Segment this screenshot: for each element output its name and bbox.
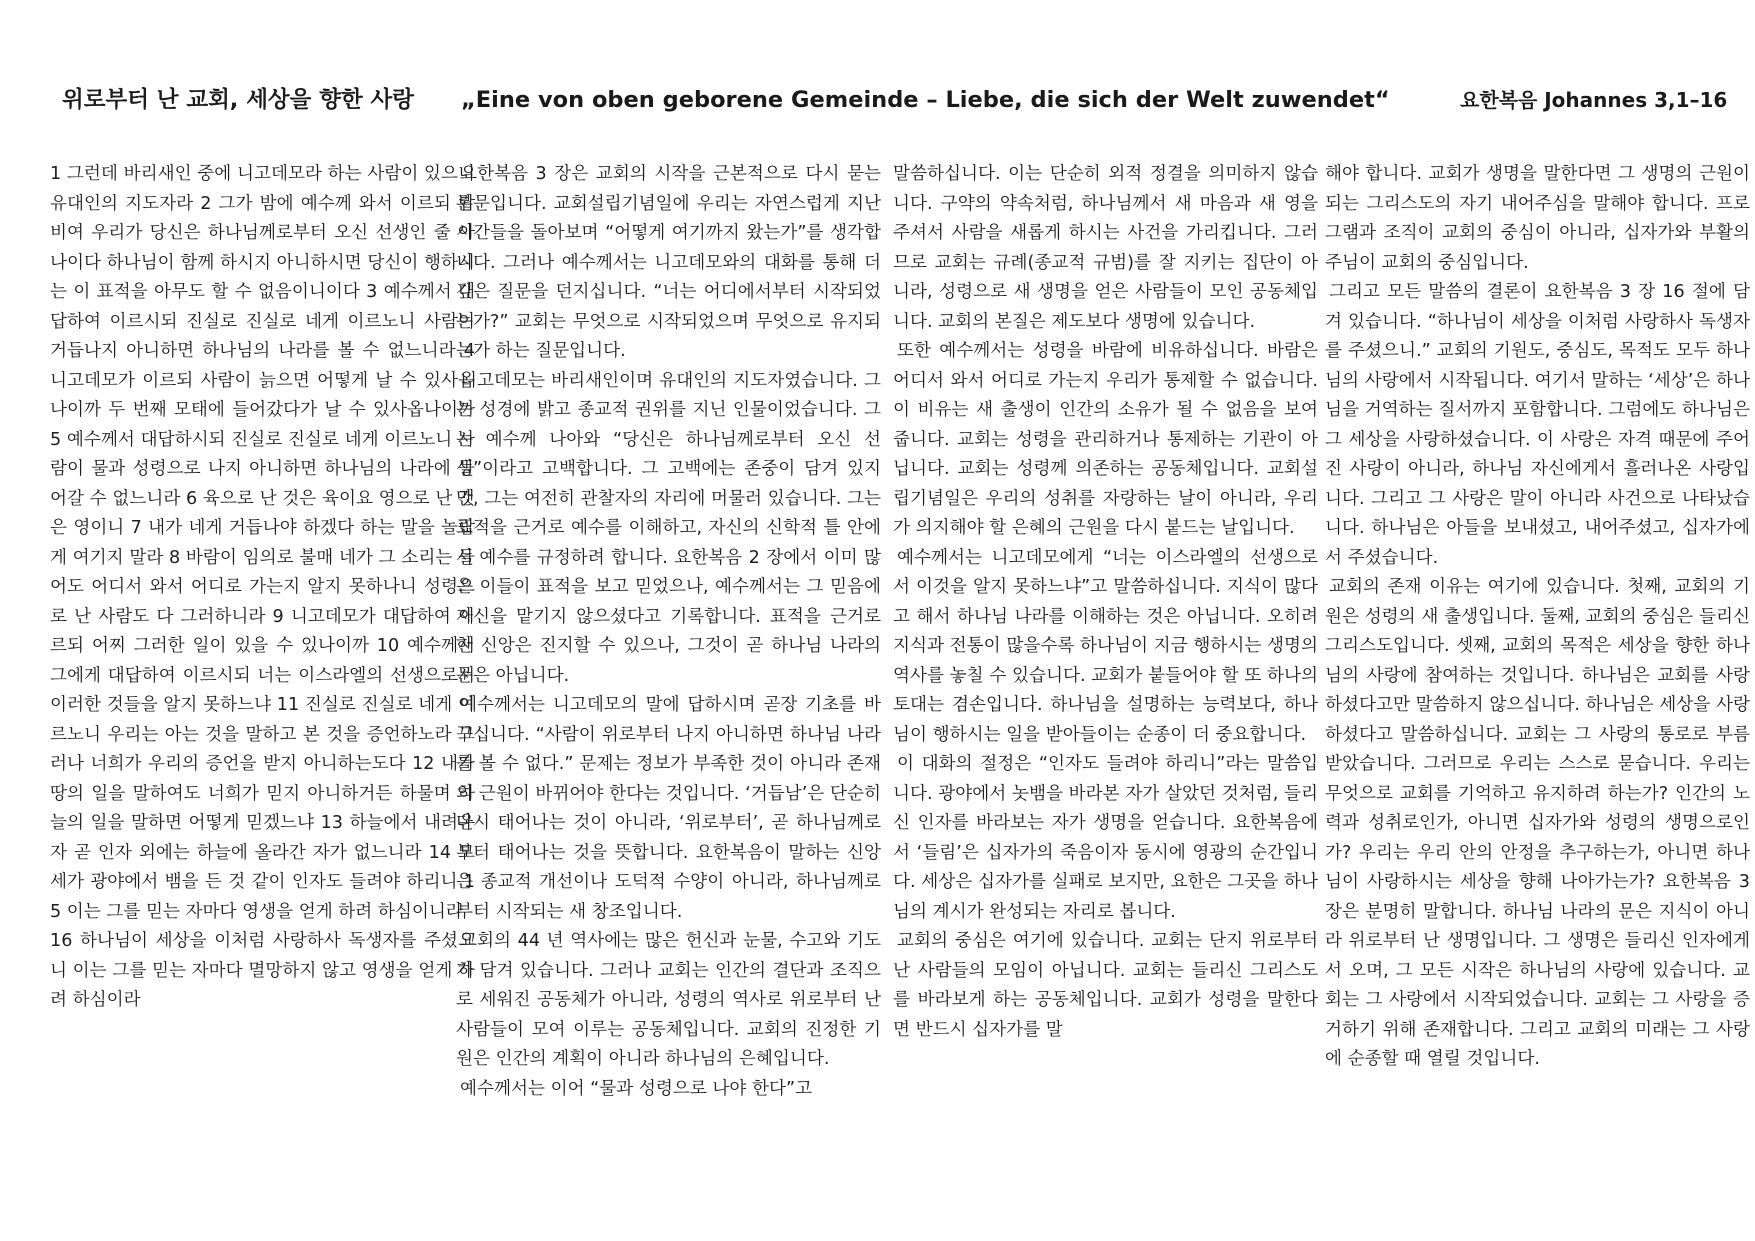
scripture-reference: 요한복음 Johannes 3,1–16 xyxy=(1460,88,1728,112)
paragraph: 교회의 중심은 여기에 있습니다. 교회는 단지 위로부터 난 사람들의 모임이 아닙니다. 교회는 들리신 그리스도를 바라보게 하는 공동체입니다. 교회가 성령을 말한다면 반드시 십자가를 말 xyxy=(893,931,1318,1040)
paragraph: 이 대화의 절정은 “인자도 들려야 하리니”라는 말씀입니다. 광야에서 놋뱀을 바라본 자가 살았던 것처럼, 들리신 인자를 바라보는 자가 생명을 얻습니다. 요한복음에서 ‘들림’은 십자가의 죽음이자 동시에 영광의 순간입니다. 세상은 십자가를 실패로 보지만, 요한은 그곳을 하나님의 계시가 완성되는 자리로 봅니다. xyxy=(893,754,1318,922)
paragraph: 교회의 존재 이유는 여기에 있습니다. 첫째, 교회의 기원은 성령의 새 출생입니다. 둘째, 교회의 중심은 들리신 그리스도입니다. 셋째, 교회의 목적은 세상을 향한 하나님의 사랑에 참여하는 것입니다. 하나님은 교회를 사랑하셨다고만 말씀하지 않으십니다. 하나님은 세상을 사랑하셨다고 말씀하십니다. 교회는 그 사랑의 통로로 부름받았습니다. 그러므로 우리는 스스로 묻습니다. 우리는 무엇으로 교회를 기억하고 유지하려 하는가? 인간의 노력과 성취로인가, 아니면 십자가와 성령의 생명으로인가? 우리는 우리 안의 안정을 추구하는가, 아니면 하나님이 사랑하시는 세상을 향해 나아가는가? 요한복음 3 장은 분명히 말합니다. 하나님 나라의 문은 지식이 아니라 위로부터 난 생명입니다. 그 생명은 들리신 인자에게서 오며, 그 모든 시작은 하나님의 사랑에 있습니다. 교회는 그 사랑에서 시작되었습니다. 교회는 그 사랑을 증거하기 위해 존재합니다. 그리고 교회의 미래는 그 사랑에 순종할 때 열릴 것입니다. xyxy=(1325,577,1750,1069)
paragraph: 요한복음 3 장은 교회의 시작을 근본적으로 다시 묻는 본문입니다. 교회설립기념일에 우리는 자연스럽게 지난 시간들을 돌아보며 “어떻게 여기까지 왔는가”를 생각합니다. 그러나 예수께서는 니고데모와의 대화를 통해 더 깊은 질문을 던지십니다. “너는 어디에서부터 시작되었는가?” 교회는 무엇으로 시작되었으며 무엇으로 유지되는가 하는 질문입니다. xyxy=(456,164,881,361)
title-korean: 위로부터 난 교회, 세상을 향한 사랑 xyxy=(62,87,415,113)
title-german: „Eine von oben geborene Gemeinde – Liebe, die sich der Welt zuwendet“ xyxy=(461,87,1390,113)
paragraph: 해야 합니다. 교회가 생명을 말한다면 그 생명의 근원이 되는 그리스도의 자기 내어주심을 말해야 합니다. 프로그램과 조직이 교회의 중심이 아니라, 십자가와 부활의 주님이 교회의 중심입니다. xyxy=(1325,164,1750,273)
paragraph: 1 그런데 바리새인 중에 니고데모라 하는 사람이 있으니 유대인의 지도자라 2 그가 밤에 예수께 와서 이르되 랍비여 우리가 당신은 하나님께로부터 오신 선생인 줄 아나이다 하나님이 함께 하시지 아니하시면 당신이 행하시는 이 표적을 아무도 할 수 없음이니이다 3 예수께서 대답하여 이르시되 진실로 진실로 네게 이르노니 사람이 거듭나지 아니하면 하나님의 나라를 볼 수 없느니라 4 니고데모가 이르되 사람이 늙으면 어떻게 날 수 있사옵나이까 두 번째 모태에 들어갔다가 날 수 있사옵나이까 5 예수께서 대답하시되 진실로 진실로 네게 이르노니 사람이 물과 성령으로 나지 아니하면 하나님의 나라에 들어갈 수 없느니라 6 육으로 난 것은 육이요 영으로 난 것은 영이니 7 내가 네게 거듭나야 하겠다 하는 말을 놀랍게 여기지 말라 8 바람이 임의로 불매 네가 그 소리는 들어도 어디서 와서 어디로 가는지 알지 못하나니 성령으로 난 사람도 다 그러하니라 9 니고데모가 대답하여 이르되 어찌 그러한 일이 있을 수 있나이까 10 예수께서 그에게 대답하여 이르시되 너는 이스라엘의 선생으로서 이러한 것들을 알지 못하느냐 11 진실로 진실로 네게 이르노니 우리는 아는 것을 말하고 본 것을 증언하노라 그러나 너희가 우리의 증언을 받지 아니하는도다 12 내가 땅의 일을 말하여도 너희가 믿지 아니하거든 하물며 하늘의 일을 말하면 어떻게 믿겠느냐 13 하늘에서 내려온 자 곧 인자 외에는 하늘에 올라간 자가 없느니라 14 모세가 광야에서 뱀을 든 것 같이 인자도 들려야 하리니 15 이는 그를 믿는 자마다 영생을 얻게 하려 하심이니라 xyxy=(50,164,475,922)
paragraph: 예수께서는 니고데모의 말에 답하시며 곧장 기초를 바꾸십니다. “사람이 위로부터 나지 아니하면 하나님 나라를 볼 수 없다.” 문제는 정보가 부족한 것이 아니라 존재의 근원이 바뀌어야 한다는 것입니다. ‘거듭남’은 단순히 다시 태어나는 것이 아니라, ‘위로부터’, 곧 하나님께로부터 태어나는 것을 뜻합니다. 요한복음이 말하는 신앙은 종교적 개선이나 도덕적 수양이 아니라, 하나님께로부터 시작되는 새 창조입니다. xyxy=(456,695,881,922)
paragraph: 니고데모는 바리새인이며 유대인의 지도자였습니다. 그는 성경에 밝고 종교적 권위를 지닌 인물이었습니다. 그는 예수께 나아와 “당신은 하나님께로부터 오신 선생”이라고 고백합니다. 그 고백에는 존중이 담겨 있지만, 그는 여전히 관찰자의 자리에 머물러 있습니다. 그는 표적을 근거로 예수를 이해하고, 자신의 신학적 틀 안에서 예수를 규정하려 합니다. 요한복음 2 장에서 이미 많은 이들이 표적을 보고 믿었으나, 예수께서는 그 믿음에 자신을 맡기지 않으셨다고 기록합니다. 표적을 근거로 한 신앙은 진지할 수 있으나, 그것이 곧 하나님 나라의 문은 아닙니다. xyxy=(456,370,881,686)
column-sermon-1 xyxy=(456,160,881,1104)
column-sermon-2 xyxy=(893,160,1318,1045)
paragraph: 16 하나님이 세상을 이처럼 사랑하사 독생자를 주셨으니 이는 그를 믿는 자마다 멸망하지 않고 영생을 얻게 하려 하심이라 xyxy=(50,931,475,1010)
paragraph: 예수께서는 니고데모에게 “너는 이스라엘의 선생으로서 이것을 알지 못하느냐”고 말씀하십니다. 지식이 많다고 해서 하나님 나라를 이해하는 것은 아닙니다. 오히려 지식과 전통이 많을수록 하나님이 지금 행하시는 생명의 역사를 놓칠 수 있습니다. 교회가 붙들어야 할 또 하나의 토대는 겸손입니다. 하나님을 설명하는 능력보다, 하나님이 행하시는 일을 받아들이는 순종이 더 중요합니다. xyxy=(893,547,1318,745)
paragraph: 그리고 모든 말씀의 결론이 요한복음 3 장 16 절에 담겨 있습니다. “하나님이 세상을 이처럼 사랑하사 독생자를 주셨으니.” 교회의 기원도, 중심도, 목적도 모두 하나님의 사랑에서 시작됩니다. 여기서 말하는 ‘세상’은 하나님을 거역하는 질서까지 포함합니다. 그럼에도 하나님은 그 세상을 사랑하셨습니다. 이 사랑은 자격 때문에 주어진 사랑이 아니라, 하나님 자신에게서 흘러나온 사랑입니다. 그리고 그 사랑은 말이 아니라 사건으로 나타났습니다. 하나님은 아들을 보내셨고, 내어주셨고, 십자가에서 주셨습니다. xyxy=(1325,282,1750,568)
column-scripture-text xyxy=(50,160,475,1016)
paragraph: 교회의 44 년 역사에는 많은 헌신과 눈물, 수고와 기도가 담겨 있습니다. 그러나 교회는 인간의 결단과 조직으로 세워진 공동체가 아니라, 성령의 역사로 위로부터 난 사람들이 모여 이루는 공동체입니다. 교회의 진정한 기원은 인간의 계획이 아니라 하나님의 은혜입니다. xyxy=(456,931,881,1069)
header xyxy=(0,84,1755,124)
paragraph: 예수께서는 이어 “물과 성령으로 나야 한다”고 xyxy=(460,1078,813,1099)
paragraph: 말씀하십니다. 이는 단순히 외적 정결을 의미하지 않습니다. 구약의 약속처럼, 하나님께서 새 마음과 새 영을 주셔서 사람을 새롭게 하시는 사건을 가리킵니다. 그러므로 교회는 규례(종교적 규범)를 잘 지키는 집단이 아니라, 성령으로 새 생명을 얻은 사람들이 모인 공동체입니다. 교회의 본질은 제도보다 생명에 있습니다. xyxy=(893,164,1318,332)
column-sermon-3 xyxy=(1325,160,1750,1075)
paragraph: 또한 예수께서는 성령을 바람에 비유하십니다. 바람은 어디서 와서 어디로 가는지 우리가 통제할 수 없습니다. 이 비유는 새 출생이 인간의 소유가 될 수 없음을 보여 줍니다. 교회는 성령을 관리하거나 통제하는 기관이 아닙니다. 교회는 성령께 의존하는 공동체입니다. 교회설립기념일은 우리의 성취를 자랑하는 날이 아니라, 우리가 의지해야 할 은혜의 근원을 다시 붙드는 날입니다. xyxy=(893,341,1318,538)
